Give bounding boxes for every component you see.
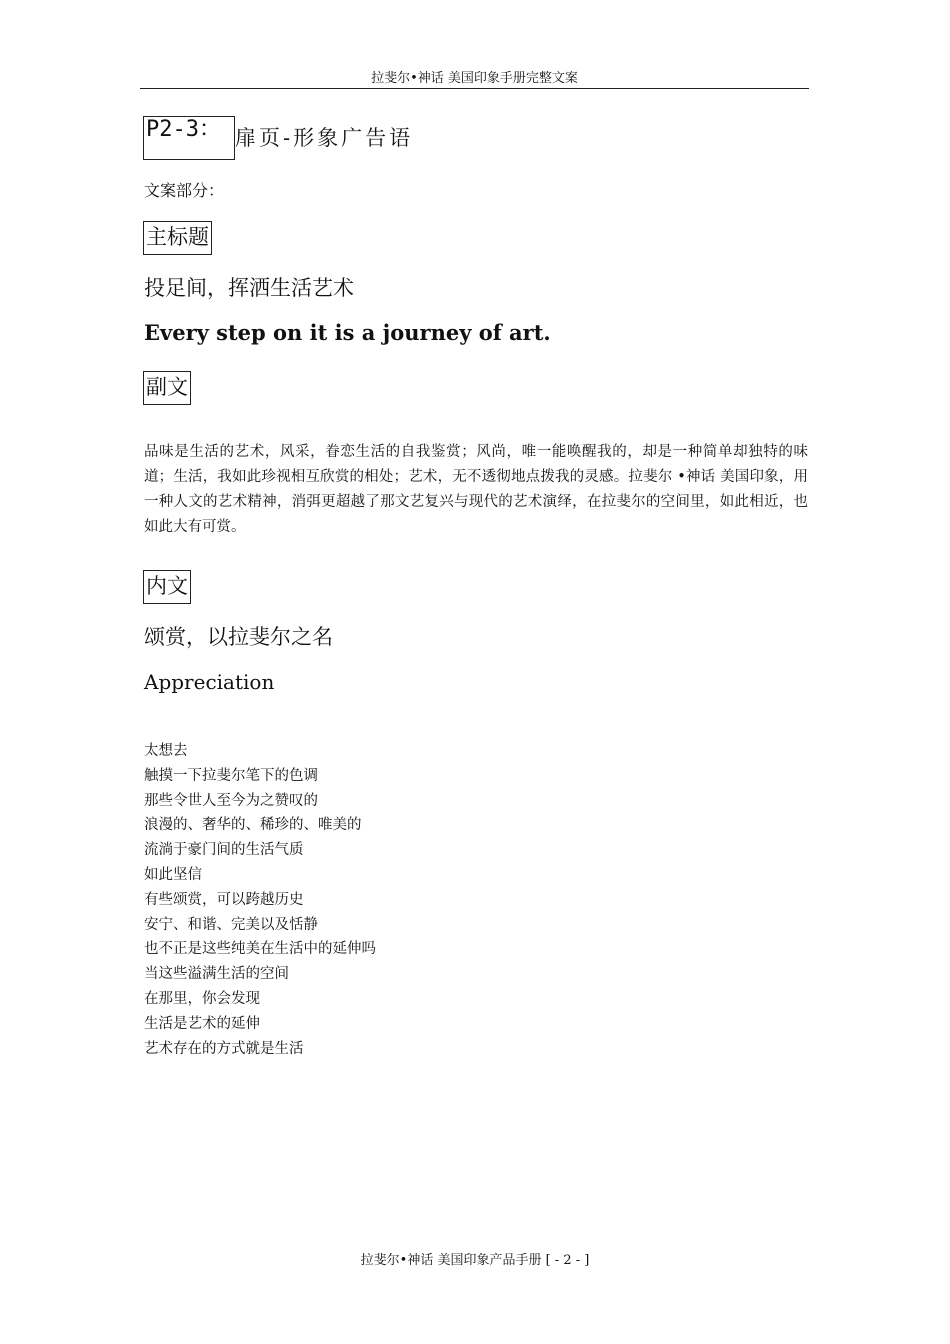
page-header: 拉斐尔•神话 美国印象手册完整文案 [140, 70, 809, 89]
section-name: 扉页-形象广告语 [235, 126, 414, 150]
main-title-cn: 投足间，挥洒生活艺术 [144, 276, 354, 300]
poem-line: 安宁、和谐、完美以及恬静 [144, 916, 318, 933]
poem-line: 流淌于豪门间的生活气质 [144, 842, 304, 859]
poem-line: 在那里，你会发现 [144, 990, 260, 1007]
poem-line: 艺术存在的方式就是生活 [144, 1040, 304, 1057]
copy-label: 文案部分： [144, 181, 225, 200]
poem-line: 生活是艺术的延伸 [144, 1015, 260, 1032]
page-footer: 拉斐尔•神话 美国印象产品手册 [ - 2 - ] [360, 1253, 590, 1268]
poem-line: 太想去 [144, 743, 188, 759]
section-code: P2-3： [143, 116, 235, 160]
poem-line: 浪漫的、奢华的、稀珍的、唯美的 [144, 817, 362, 834]
inner-title-en: Appreciation [144, 670, 275, 694]
poem-line: 有些颂赏，可以跨越历史 [144, 891, 304, 908]
main-title-en: Every step on it is a journey of art. [144, 320, 551, 345]
poem-line: 如此坚信 [144, 866, 202, 883]
poem-line: 也不正是这些纯美在生活中的延伸吗 [144, 941, 376, 958]
inner-title-cn: 颂赏，以拉斐尔之名 [144, 625, 333, 649]
poem-line: 那些令世人至今为之赞叹的 [144, 792, 318, 809]
subtext-tag: 副文 [143, 371, 191, 405]
poem-line: 当这些溢满生活的空间 [144, 966, 289, 983]
section-title [143, 116, 413, 160]
subtext-body: 品味是生活的艺术，风采，眷恋生活的自我鉴赏；风尚，唯一能唤醒我的，却是一种简单却独特的味道；生活，我如此珍视相互欣赏的相处；艺术，无不透彻地点拨我的灵感。拉斐尔 •神话 美国印象，用一种人文的艺术精神，消弭更超越了那文艺复兴与现代的艺术演绎，在拉斐尔的空间里，如此相近，也如此大有可赏。 [144, 444, 808, 535]
poem-line: 触摸一下拉斐尔笔下的色调 [144, 767, 318, 784]
inner-tag: 内文 [143, 570, 191, 604]
poem [144, 739, 376, 1061]
main-title-tag: 主标题 [143, 221, 212, 255]
